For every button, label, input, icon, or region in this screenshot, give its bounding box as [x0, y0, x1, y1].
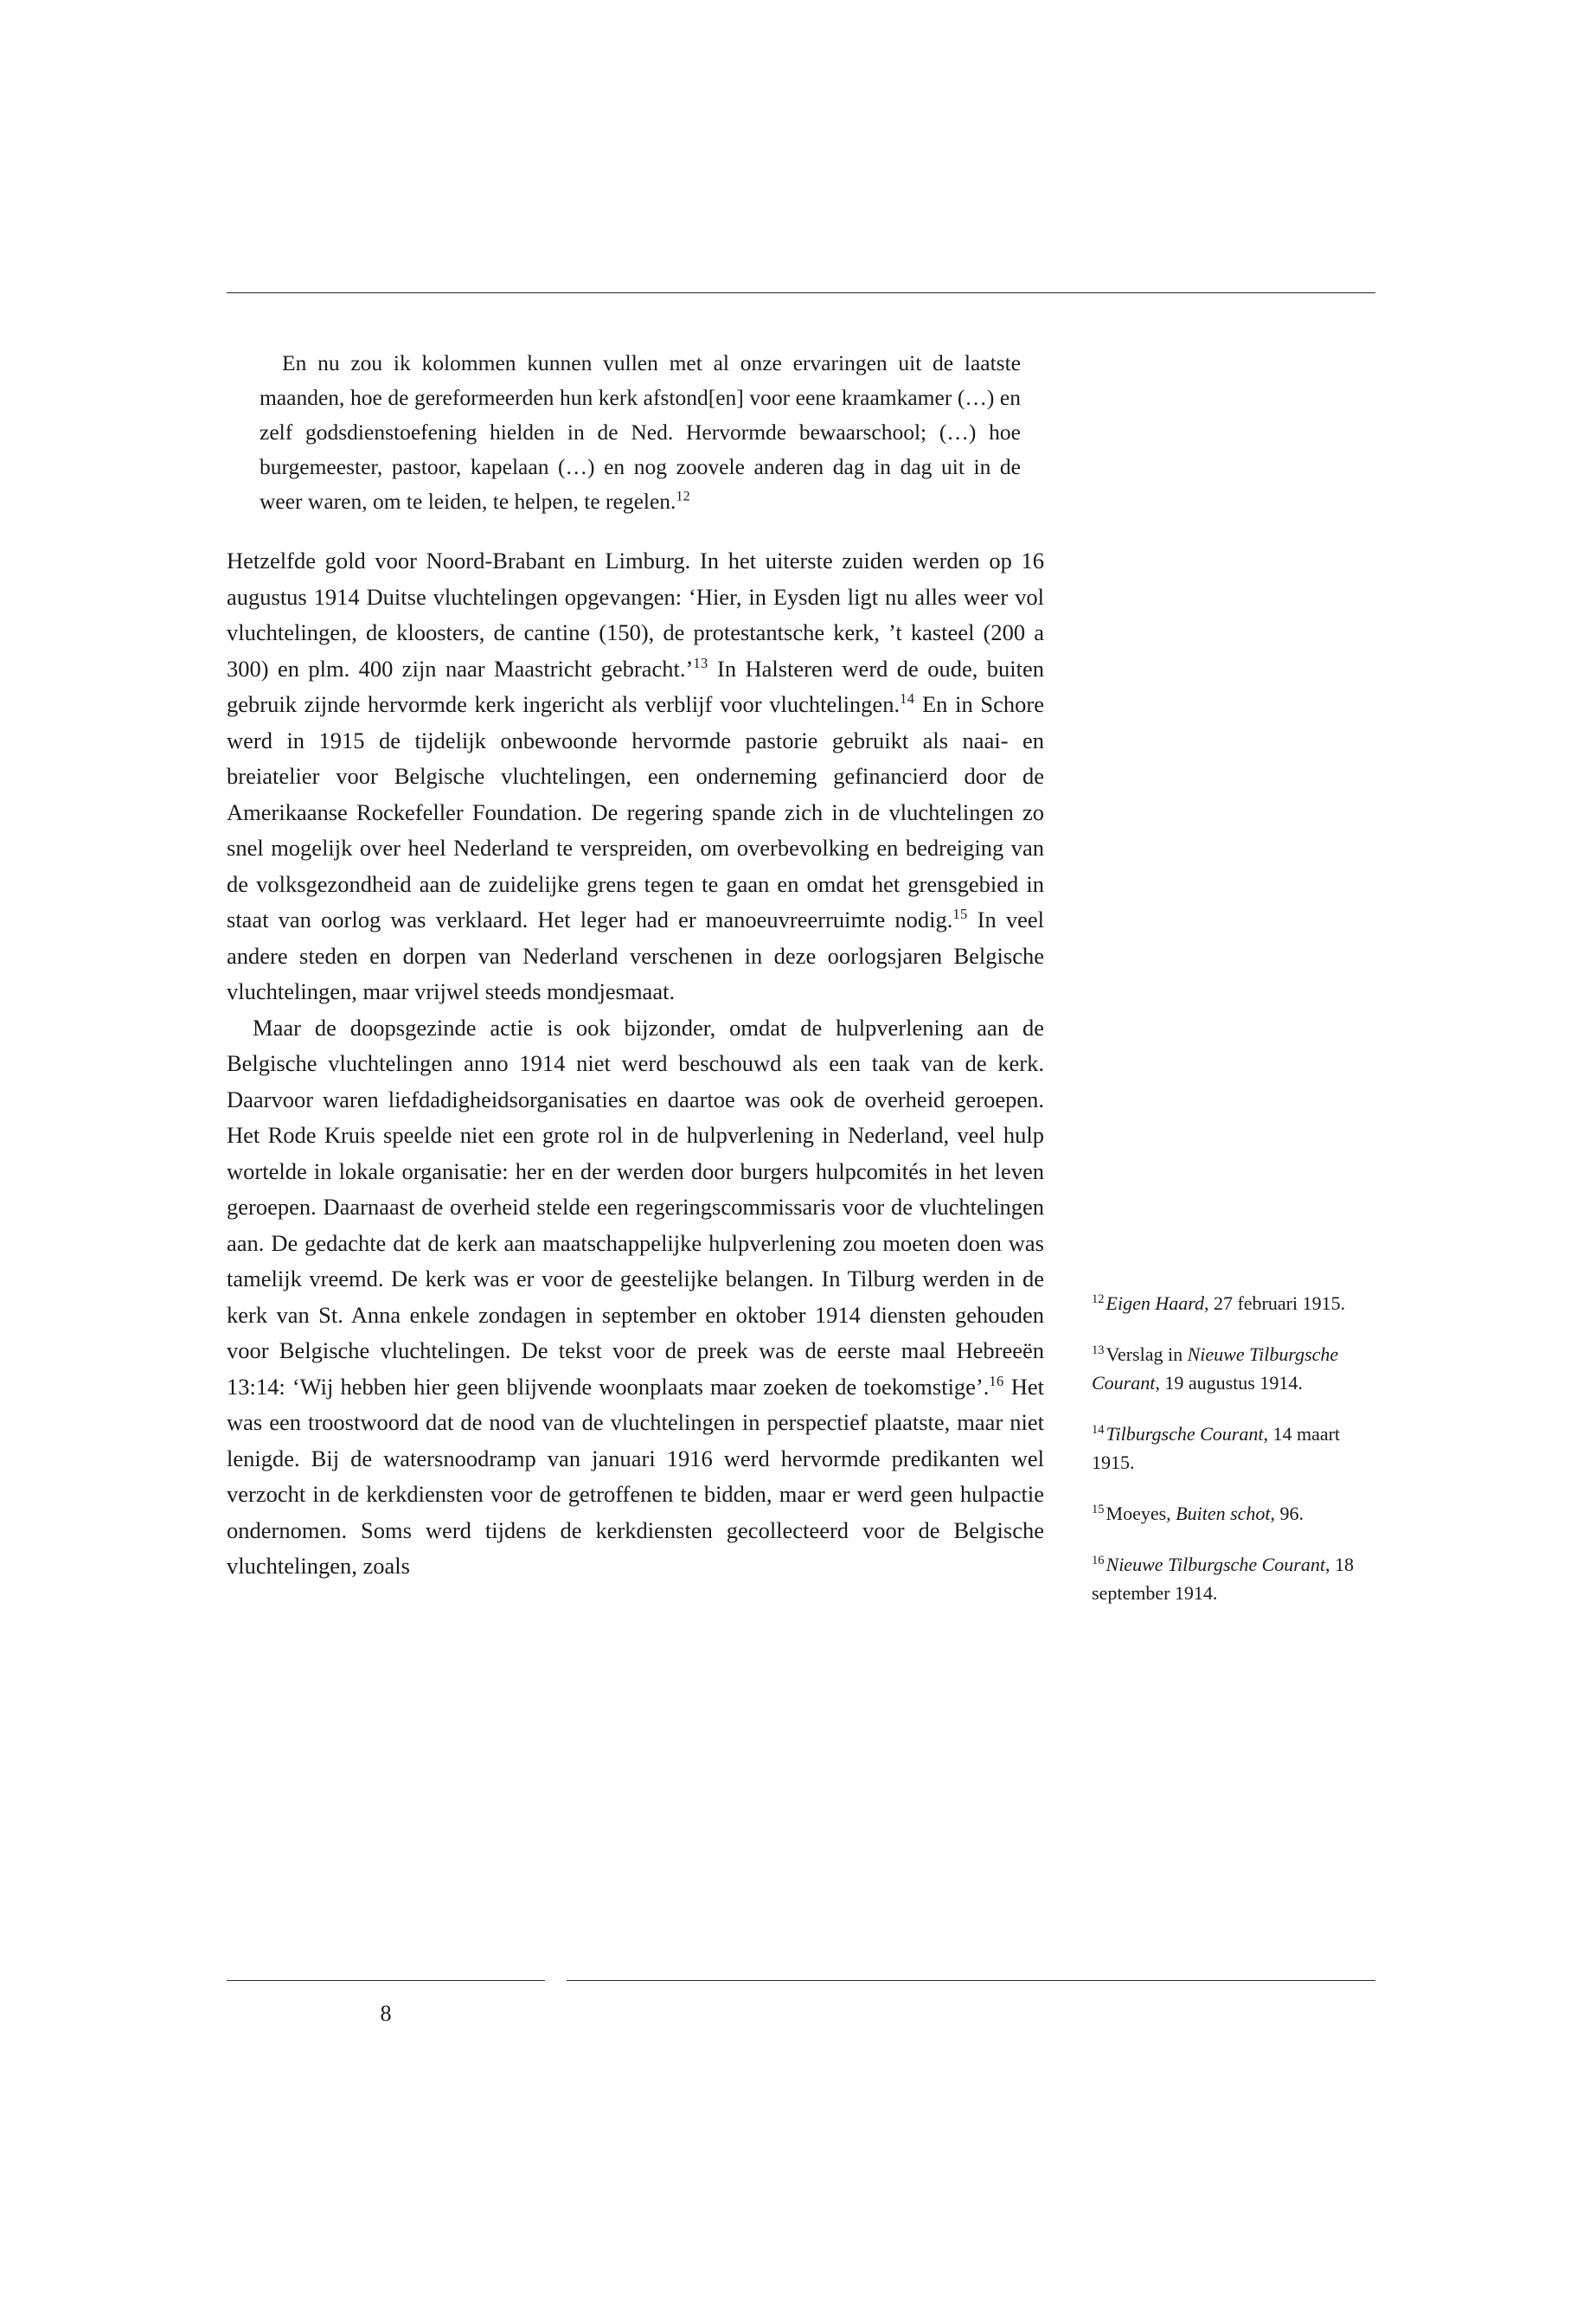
block-quote: [227, 346, 1021, 519]
footnote-text-part: Nieuwe Tilburgsche Courant: [1092, 1343, 1339, 1394]
footnote-marker: 14: [1092, 1422, 1105, 1437]
footnote-text-part: , 27 februari 1915.: [1203, 1292, 1346, 1314]
footnote-item: [1092, 1340, 1377, 1397]
main-text-column: [227, 346, 1044, 1585]
block-quote-paragraph: [260, 346, 1021, 519]
footnote-item: [1092, 1420, 1377, 1477]
footnote-text-part: Eigen Haard: [1106, 1292, 1204, 1314]
footnote-text-part: , 19 augustus 1914.: [1155, 1372, 1303, 1394]
footnote-marker: 13: [1092, 1343, 1105, 1357]
paragraph-2-part-a: Maar de doopsgezinde actie is ook bijzonder, omdat de hulpverlening aan de Belgische vluchtelingen anno 1914 niet werd beschouwd als een taak van de kerk. Daarvoor waren liefdadigheidsorganisaties en daartoe was ook de overheid geroepen. Het Rode Kruis speelde niet een grote rol in de hulpverlening in Nederland, veel hulp wortelde in lokale organisatie: her en der werden door burgers hulpcomités in het leven geroepen. Daarnaast de overheid stelde een regeringscommissaris voor de vluchtelingen aan. De gedachte dat de kerk aan maatschappelijke hulpverlening zou moeten doen was tamelijk vreemd. De kerk was er voor de geestelijke belangen. In Tilburg werden in de kerk van St. Anna enkele zondagen in september en oktober 1914 diensten gehouden voor Belgische vluchtelingen. De tekst voor de preek was de eerste maal Hebreeën 13:14: ‘Wij hebben hier geen blijvende woonplaats maar zoeken de toekomstige’.: [227, 1014, 1044, 1400]
paragraph-2-part-b: Het was een troostwoord dat de nood van de vluchtelingen in perspectief plaatste, maar niet lenigde. Bij de watersnoodramp van januari 1916 werd hervormde predikanten wel verzocht in de kerkdiensten voor de getroffenen te bidden, maar er werd geen hulpactie ondernomen. Soms werd tijdens de kerkdiensten gecollecteerd voor de Belgische vluchtelingen, zoals: [227, 1373, 1044, 1579]
footnote-text-part: Buiten schot: [1176, 1503, 1271, 1524]
page-number: 8: [380, 2001, 392, 2026]
footnote-item: [1092, 1550, 1377, 1607]
footer-rule-left: [227, 1980, 545, 1981]
paragraph-1-part-a: Hetzelfde gold voor Noord-Brabant en Limburg. In het uiterste zuiden werden op 16 augustus 1914 Duitse vluchtelingen opgevangen: ‘Hier, in Eysden ligt nu alles weer vol vluchtelingen, de kloosters, de cantine (150), de protestantsche kerk, ’t kasteel (200 a 300) en plm. 400 zijn naar Maastricht gebracht.’: [227, 548, 1044, 682]
paragraph-1-part-c: En in Schore werd in 1915 de tijdelijk onbewoonde hervormde pastorie gebruikt als naai- en breiatelier voor Belgische vluchtelingen, een onderneming gefinancierd door de Amerikaanse Rockefeller Foundation. De regering spande zich in de vluchtelingen zo snel mogelijk over heel Nederland te verspreiden, om overbevolking en bedreiging van de volksgezondheid aan de zuidelijke grens tegen te gaan en omdat het grensgebied in staat van oorlog was verklaard. Het leger had er manoeuvreerruimte nodig.: [227, 691, 1044, 933]
footnote-item: [1092, 1499, 1377, 1528]
footnote-text-part: , 96.: [1270, 1503, 1304, 1524]
footnote-marker: 15: [1092, 1502, 1105, 1516]
footnote-ref-12[interactable]: 12: [676, 489, 691, 504]
paragraph-2: [227, 1010, 1044, 1585]
footnote-marker: 16: [1092, 1553, 1105, 1567]
paragraph-1: [227, 543, 1044, 1010]
footnote-text-part: , 18 september 1914.: [1092, 1554, 1354, 1604]
footnote-marker: 12: [1092, 1292, 1105, 1306]
paragraph-1-part-b: In Halsteren werd de oude, buiten gebruik zijnde hervormde kerk ingericht als verblijf voor vluchtelingen.: [227, 655, 1044, 717]
footnotes-column: [1092, 1289, 1377, 1630]
footnote-ref-16[interactable]: 16: [989, 1372, 1004, 1389]
footnote-text-part: Moeyes,: [1106, 1503, 1176, 1524]
footnote-ref-15[interactable]: 15: [952, 906, 968, 923]
footnote-ref-14[interactable]: 14: [900, 690, 915, 708]
footnote-text-part: Tilburgsche Courant: [1106, 1423, 1264, 1445]
paragraph-1-part-d: In veel andere steden en dorpen van Nederland verschenen in deze oorlogsjaren Belgische vluchtelingen, maar vrijwel steeds mondjesmaat.: [227, 907, 1044, 1004]
footnote-item: [1092, 1289, 1377, 1317]
footnote-text-part: Nieuwe Tilburgsche Courant: [1106, 1554, 1325, 1575]
block-quote-text: En nu zou ik kolommen kunnen vullen met al onze ervaringen uit de laatste maanden, hoe de gereformeerden hun kerk afstond[en] voor eene kraamkamer (…) en zelf godsdienstoefening hielden in de Ned. Hervormde bewaarschool; (…) hoe burgemeester, pastoor, kapelaan (…) en nog zoovele anderen dag in dag uit in de weer waren, om te leiden, te helpen, te regelen.: [260, 350, 1021, 514]
footnote-text-part: Verslag in: [1106, 1343, 1188, 1365]
footnote-ref-13[interactable]: 13: [693, 654, 708, 671]
footer-rule-right: [567, 1980, 1375, 1981]
footnote-text-part: , 14 maart 1915.: [1092, 1423, 1341, 1473]
header-rule: [227, 292, 1375, 293]
